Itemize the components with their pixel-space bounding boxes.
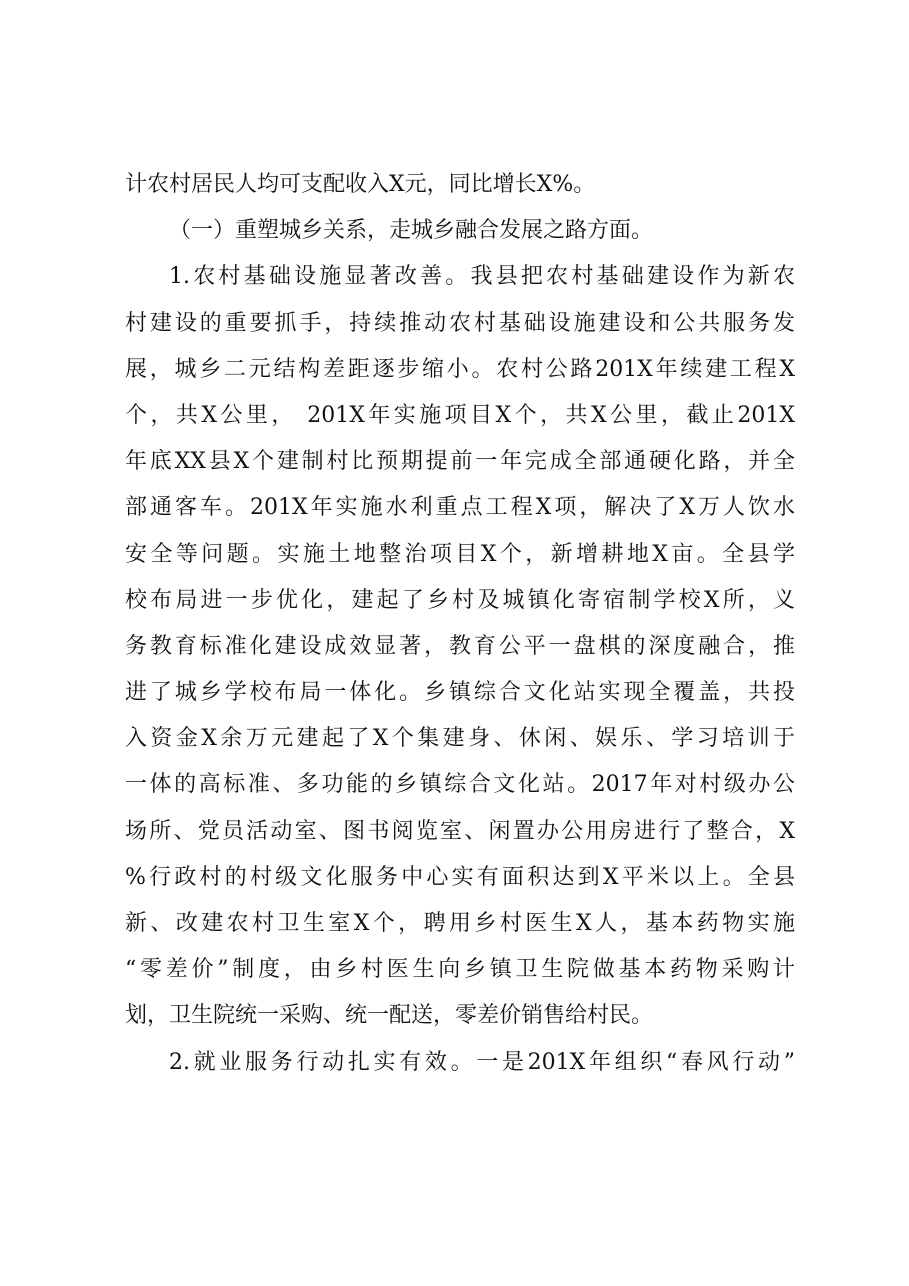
text-line: 安全等问题。实施土地整治项目X个，新增耕地X亩。全县学 <box>125 541 795 567</box>
text-line: 场所、党员活动室、图书阅览室、闲置办公用房进行了整合，X <box>125 818 795 844</box>
text-line: 个，共X公里， 201X年实施项目X个，共X公里，截止201X <box>125 402 795 428</box>
text-line: （一）重塑城乡关系，走城乡融合发展之路方面。 <box>169 218 654 244</box>
text-line: 一体的高标准、多功能的乡镇综合文化站。2017年对村级办公 <box>125 772 795 798</box>
text-line: %行政村的村级文化服务中心实有面积达到X平米以上。全县 <box>125 864 795 890</box>
text-line: 村建设的重要抓手，持续推动农村基础设施建设和公共服务发 <box>125 310 795 336</box>
text-line: 入资金X余万元建起了X个集建身、休闲、娱乐、学习培训于 <box>125 726 795 752</box>
text-line: 划，卫生院统一采购、统一配送，零差价销售给村民。 <box>125 1003 654 1029</box>
document-body <box>125 162 795 1086</box>
text-line: 年底XX县X个建制村比预期提前一年完成全部通硬化路，并全 <box>125 449 795 475</box>
text-line: 1.农村基础设施显著改善。我县把农村基础建设作为新农 <box>169 264 795 290</box>
text-line: “零差价”制度，由乡村医生向乡镇卫生院做基本药物采购计 <box>125 957 795 983</box>
text-line: 务教育标准化建设成效显著，教育公平一盘棋的深度融合，推 <box>125 633 795 659</box>
text-line: 计农村居民人均可支配收入X元，同比增长X%。 <box>125 172 596 197</box>
text-line: 2.就业服务行动扎实有效。一是201X年组织“春风行动” <box>169 1049 795 1075</box>
text-line: 校布局进一步优化，建起了乡村及城镇化寄宿制学校X所，义 <box>125 587 795 613</box>
text-line: 新、改建农村卫生室X个，聘用乡村医生X人，基本药物实施 <box>125 911 795 936</box>
text-line: 进了城乡学校布局一体化。乡镇综合文化站实现全覆盖，共投 <box>125 680 795 706</box>
text-line: 展，城乡二元结构差距逐步缩小。农村公路201X年续建工程X <box>125 356 795 382</box>
text-line: 部通客车。201X年实施水利重点工程X项，解决了X万人饮水 <box>125 495 795 521</box>
